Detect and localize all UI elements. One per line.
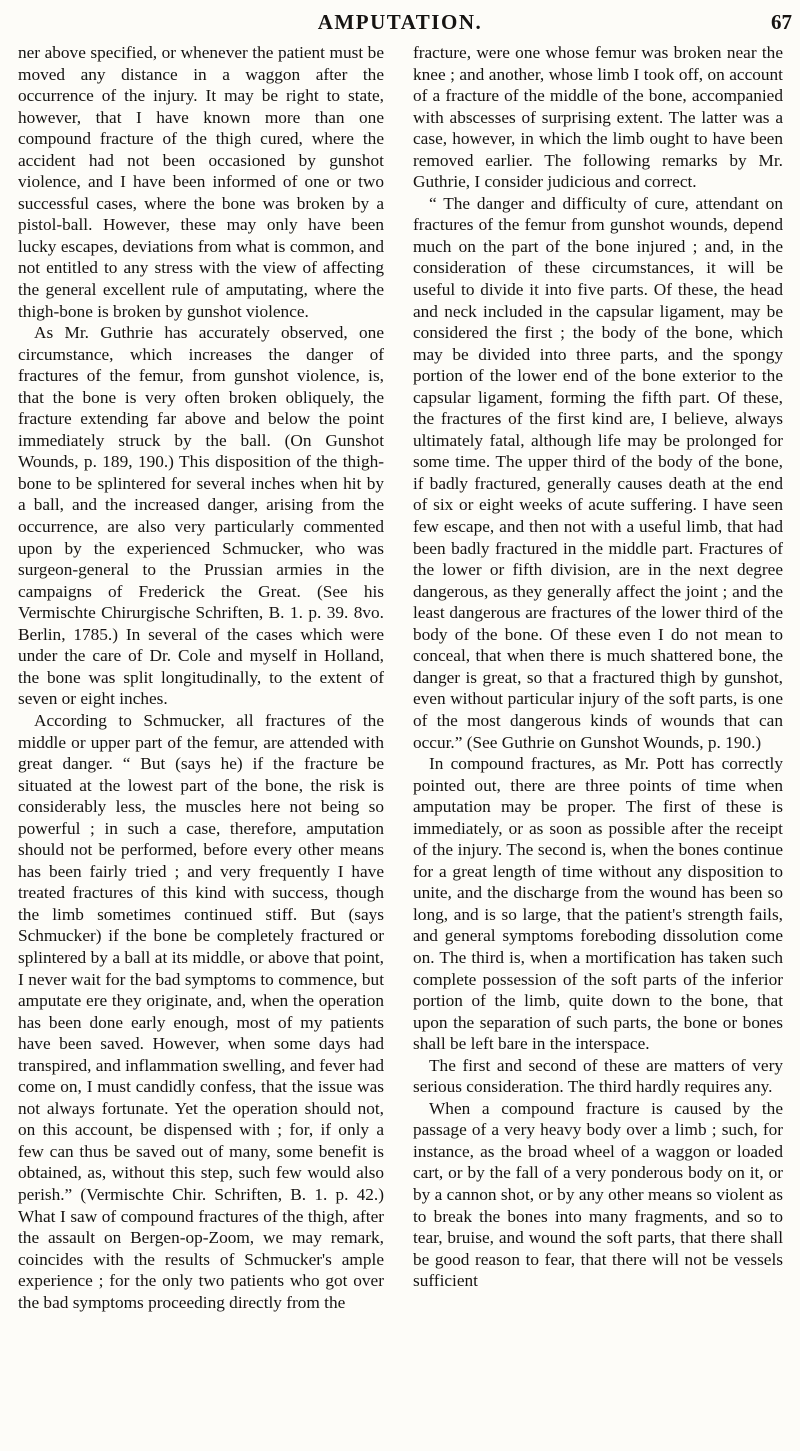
- paragraph: According to Schmucker, all fractures of the middle or upper part of the femur, are attended with great danger. “ But (says he) if the fracture be situated at the lowest part of the bone, the risk is considerably less, the muscles here not being so powerful ; in such a case, therefore, amputation should not be performed, before every other means has been fairly tried ; and very frequently I have treated fractures of this kind with success, though the limb sometimes continued stiff. But (says Schmucker) if the bone be completely fractured or splintered by a ball at its middle, or above that point, I never wait for the bad symptoms to commence, but amputate ere they originate, and, when the operation has been done early enough, most of my patients have been saved. However, when some days had transpired, and inflammation swelling, and fever had come on, I must candidly confess, that the issue was not always fortunate. Yet the operation should not, on this account, be dispensed with ; for, if only a few can thus be saved out of many, some benefit is obtained, as, without this step, such few would also perish.” (Vermischte Chir. Schriften, B. 1. p. 42.) What I saw of compound fractures of the thigh, after the assault on Bergen-op-Zoom, we may remark, coincides with the results of Schmucker's ample experience ; for the only two patients who got over the bad symptoms proceeding directly from the: [18, 710, 384, 1312]
- page-number: 67: [771, 10, 792, 34]
- paragraph: In compound fractures, as Mr. Pott has correctly pointed out, there are three points of time when amputation may be proper. The first of these is immediately, or as soon as possible after the receipt of the injury. The second is, when the bones continue for a great length of time without any disposition to unite, and the discharge from the wound has been so long, and is so large, that the patient's strength fails, and general symptoms foreboding dissolution come on. The third is, when a mortification has taken such complete possession of the soft parts of the inferior portion of the limb, quite down to the bone, that upon the separation of such parts, the bone or bones shall be left bare in the interspace.: [413, 754, 783, 1054]
- paragraph: “ The danger and difficulty of cure, attendant on fractures of the femur from gunshot wounds, depend much on the part of the bone injured ; and, in the consideration of these circumstances, it will be useful to divide it into five parts. Of these, the head and neck included in the capsular ligament, may be considered the first ; the body of the bone, which may be divided into three parts, and the spongy portion of the lower end of the bone exterior to the capsular ligament, forming the fifth part. Of these, the fractures of the first kind are, I believe, always ultimately fatal, although life may be prolonged for some time. The upper third of the body of the bone, if badly fractured, generally causes death at the end of six or eight weeks of acute suffering. I have seen few escape, and then not with a useful limb, that had been badly fractured in the middle part. Fractures of the lower or fifth division, are in the next degree dangerous, as they generally affect the joint ; and the least dangerous are fractures of the lower third of the body of the bone. Of these even I do not mean to conceal, that when there is much shattered bone, the danger is great, so that a fractured thigh by gunshot, even without particular injury of the soft parts, is one of the most dangerous kinds of wounds that can occur.” (See Guthrie on Gunshot Wounds, p. 190.): [413, 193, 783, 752]
- left-column: [18, 42, 384, 1313]
- running-head: AMPUTATION.: [317, 10, 483, 34]
- paragraph: fracture, were one whose femur was broken near the knee ; and another, whose limb I took off, on account of a fracture of the middle of the bone, accompanied with abscesses of surprising extent. The latter was a case, however, in which the limb ought to have been removed earlier. The following remarks by Mr. Guthrie, I consider judicious and correct.: [413, 43, 783, 192]
- paragraph: ner above specified, or whenever the patient must be moved any distance in a waggon after the occurrence of the injury. It may be right to state, however, that I have known more than one compound fracture of the thigh cured, where the accident had not been occasioned by gunshot violence, and I have been informed of one or two successful cases, where the bone was broken by a pistol-ball. However, these may only have been lucky escapes, deviations from what is common, and not entitled to any stress with the view of affecting the general excellent rule of amputating, where the thigh-bone is broken by gunshot violence.: [18, 43, 384, 321]
- paragraph: The first and second of these are matters of very serious consideration. The third hardly requires any.: [413, 1055, 783, 1097]
- paragraph: When a compound fracture is caused by the passage of a very heavy body over a limb ; such, for instance, as the broad wheel of a waggon or loaded cart, or by the fall of a very ponderous body on it, or by a cannon shot, or by any other means so violent as to break the bones into many fragments, and so to tear, bruise, and wound the soft parts, that there shall be good reason to fear, that there will not be vessels sufficient: [413, 1098, 783, 1291]
- right-column: [413, 42, 783, 1292]
- paragraph: As Mr. Guthrie has accurately observed, one circumstance, which increases the danger of fractures of the femur, from gunshot violence, is, that the bone is very often broken obliquely, the fracture extending far above and below the point immediately struck by the ball. (On Gunshot Wounds, p. 189, 190.) This disposition of the thigh-bone to be splintered for several inches when hit by a ball, and the increased danger, arising from the occurrence, are also very particularly commented upon by the experienced Schmucker, who was surgeon-general to the Prussian armies in the campaigns of Frederick the Great. (See his Vermischte Chirurgische Schriften, B. 1. p. 39. 8vo. Berlin, 1785.) In several of the cases which were under the care of Dr. Cole and myself in Holland, the bone was split longitudinally, to the extent of seven or eight inches.: [18, 323, 384, 709]
